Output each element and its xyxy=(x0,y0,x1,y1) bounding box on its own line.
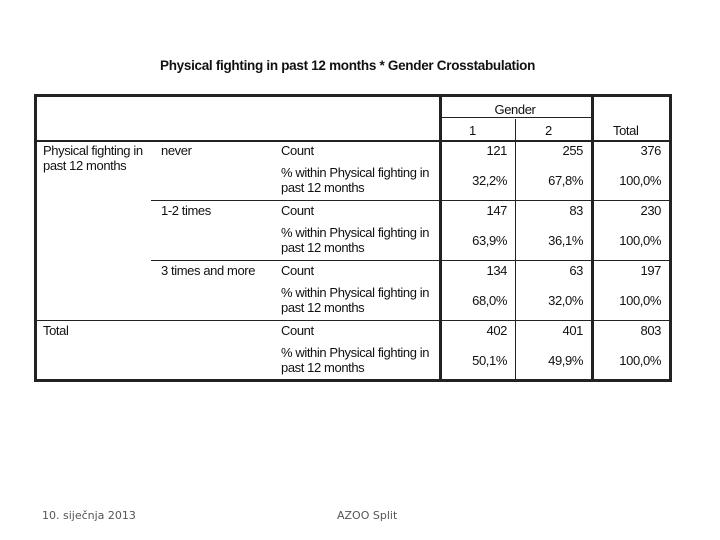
count-value: 147 xyxy=(486,203,507,218)
percent-value: 100,0% xyxy=(619,233,661,248)
percent-label: % within Physical fighting in past 12 months xyxy=(281,165,430,195)
percent-label: % within Physical fighting in past 12 months xyxy=(281,285,430,315)
header-col-total: Total xyxy=(613,123,639,138)
footer-org: AZOO Split xyxy=(337,509,398,522)
row-variable-label: Physical fighting in past 12 months xyxy=(43,143,143,173)
percent-value: 68,0% xyxy=(472,293,507,308)
percent-value: 100,0% xyxy=(619,353,661,368)
count-label: Count xyxy=(281,143,314,158)
count-value: 230 xyxy=(640,203,661,218)
row-divider xyxy=(151,260,669,261)
percent-value: 32,2% xyxy=(472,173,507,188)
header-gender: Gender xyxy=(494,102,536,117)
count-value: 121 xyxy=(486,143,507,158)
count-label: Count xyxy=(281,203,314,218)
crosstab-table xyxy=(34,94,672,382)
count-value: 63 xyxy=(569,263,583,278)
column-divider xyxy=(515,119,516,379)
count-value: 376 xyxy=(640,143,661,158)
header-col-1: 1 xyxy=(469,123,476,138)
percent-value: 100,0% xyxy=(619,173,661,188)
category-label: 1-2 times xyxy=(161,203,211,218)
footer-date: 10. siječnja 2013 xyxy=(42,509,136,522)
count-label: Count xyxy=(281,263,314,278)
percent-value: 67,8% xyxy=(548,173,583,188)
count-value: 134 xyxy=(486,263,507,278)
row-divider xyxy=(37,320,669,321)
count-value: 83 xyxy=(569,203,583,218)
header-bottom-line xyxy=(37,140,669,142)
percent-label: % within Physical fighting in past 12 months xyxy=(281,345,430,375)
header-col-2: 2 xyxy=(545,123,552,138)
percent-value: 49,9% xyxy=(548,353,583,368)
table-title: Physical fighting in past 12 months * Gender Crosstabulation xyxy=(160,58,536,73)
header-divider xyxy=(439,117,591,118)
count-value: 255 xyxy=(562,143,583,158)
count-value: 401 xyxy=(562,323,583,338)
percent-label: % within Physical fighting in past 12 months xyxy=(281,225,430,255)
count-value: 402 xyxy=(486,323,507,338)
category-label: never xyxy=(161,143,192,158)
percent-value: 100,0% xyxy=(619,293,661,308)
percent-value: 32,0% xyxy=(548,293,583,308)
percent-value: 36,1% xyxy=(548,233,583,248)
count-label: Count xyxy=(281,323,314,338)
total-row-label: Total xyxy=(43,323,69,338)
percent-value: 50,1% xyxy=(472,353,507,368)
count-value: 197 xyxy=(640,263,661,278)
row-divider xyxy=(151,200,669,201)
percent-value: 63,9% xyxy=(472,233,507,248)
category-label: 3 times and more xyxy=(161,263,256,278)
count-value: 803 xyxy=(640,323,661,338)
